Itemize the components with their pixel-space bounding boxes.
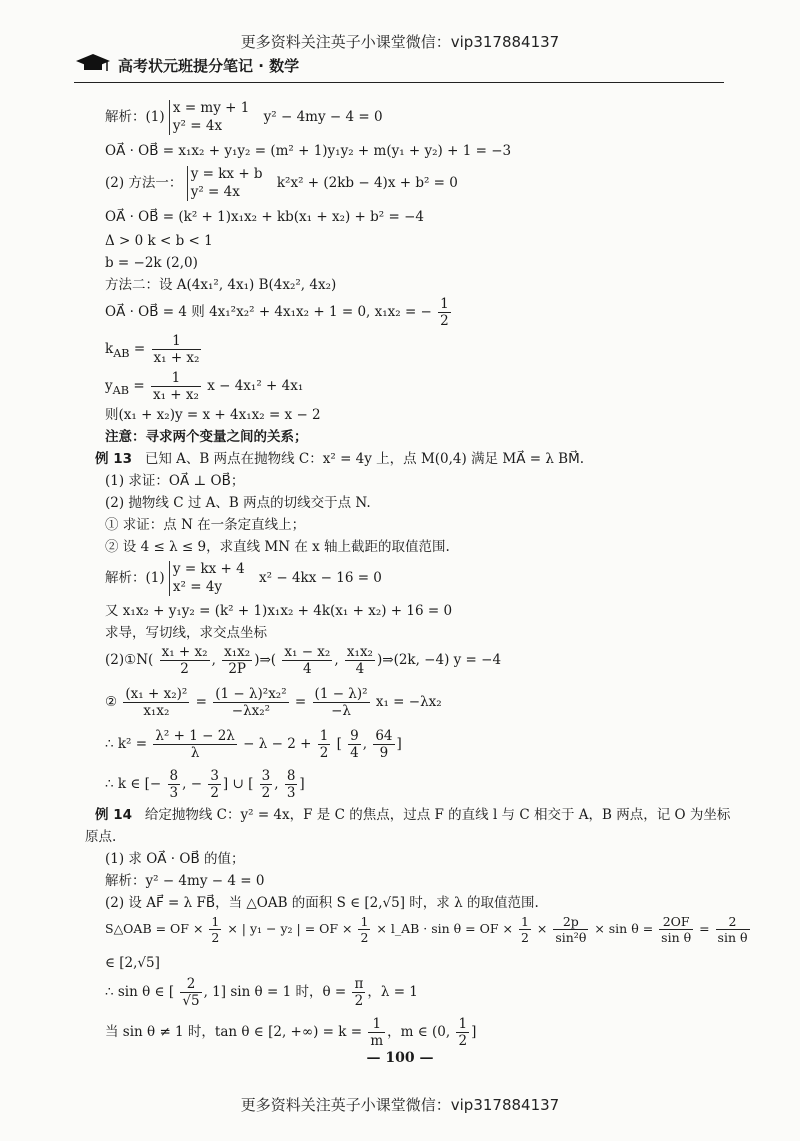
solution-14-line-1: 解析：y² − 4my − 4 = 0	[105, 873, 265, 889]
example-label: 例 14	[95, 807, 132, 823]
example-14-title-cont: 原点.	[85, 829, 117, 845]
solution-13-line-2: 又 x₁x₂ + y₁y₂ = (k² + 1)x₁x₂ + 4k(x₁ + x₂) + 16 = 0	[105, 603, 453, 619]
example-13-q2-1: ① 求证：点 N 在一条定直线上；	[105, 517, 306, 533]
example-13-q1: (1) 求证：OA⃗ ⊥ OB⃗；	[105, 473, 245, 489]
solution-13-line-6: ∴ k² = $\frac{\text{λ² + 1 − 2λ}}{\lambda}$ − λ − 2 + $\frac{1}{2}$ [ $\frac{9}{4}$ , $\frac{64}{9}$ ]	[105, 728, 402, 762]
solution-line-11: 则(x₁ + x₂)y = x + 4x₁x₂ = x − 2	[105, 407, 321, 423]
solution-line-5: Δ > 0 k < b < 1	[105, 233, 213, 249]
solution-line-7: 方法二：设 A(4x₁², 4x₁) B(4x₂², 4x₂)	[105, 277, 337, 293]
solution-14-line-4: ∴ sin θ ∈ [ $\frac{2}{√5}$ , 1] sin θ = 1 时，θ = $\frac{\pi}{2}$ ，λ = 1	[105, 976, 418, 1010]
example-13-q2: (2) 抛物线 C 过 A、B 两点的切线交于点 N.	[105, 495, 371, 511]
solution-line-6: b = −2k (2,0)	[105, 255, 198, 271]
header-title: 高考状元班提分笔记 · 数学	[118, 56, 300, 75]
solution-line-9: $k_{AB}$ = $\frac{1}{\text{x₁ + x₂}}$	[105, 333, 200, 367]
solution-line-3: (2) 方法一： y = kx + b y² = 4x k²x² + (2kb − 4)x + b² = 0	[105, 166, 458, 200]
equation-system: y = kx + 4 x² = 4y	[169, 561, 245, 596]
top-banner: 更多资料关注英子小课堂微信：vip317884137	[240, 33, 560, 51]
equation-system: y = kx + b y² = 4x	[187, 166, 263, 201]
graduation-cap-icon	[74, 52, 112, 78]
solution-14-line-2: S△OAB = OF × $\frac{1}{2}$ × | y₁ − y₂ | = OF × $\frac{1}{2}$ × l_AB · sin θ = OF × $\frac{1}{2}$ × $\frac{2p}{\text{sin²θ}}$ × sin θ = $\frac{2OF}{\text{sin θ}}$ = $\frac{2}{\text{sin θ}}$	[105, 914, 748, 945]
header-divider	[74, 82, 724, 83]
page-header	[74, 52, 724, 78]
solution-line-10: $y_{AB}$ = $\frac{1}{\text{x₁ + x₂}}$ x − 4x₁² + 4x₁	[105, 370, 304, 404]
example-13-q2-2: ② 设 4 ≤ λ ≤ 9，求直线 MN 在 x 轴上截距的取值范围.	[105, 539, 450, 555]
example-13-title: 例 13 已知 A、B 两点在抛物线 C：x² = 4y 上，点 M(0,4) 满足 MA⃗ = λ BM⃗.	[95, 451, 585, 467]
solution-line-8: OA⃗ · OB⃗ = 4 则 4x₁²x₂² + 4x₁x₂ + 1 = 0, x₁x₂ = − $\frac{1}{2}$	[105, 296, 449, 330]
note-line: 注意：寻求两个变量之间的关系；	[105, 429, 308, 445]
solution-line-2: OA⃗ · OB⃗ = x₁x₂ + y₁y₂ = (m² + 1)y₁y₂ + m(y₁ + y₂) + 1 = −3	[105, 143, 512, 159]
example-14-q1: (1) 求 OA⃗ · OB⃗ 的值；	[105, 851, 245, 867]
solution-14-line-5: 当 sin θ ≠ 1 时，tan θ ∈ [2, +∞) = k = $\frac{1}{m}$ ，m ∈ (0, $\frac{1}{2}$ ]	[105, 1016, 477, 1050]
solution-13-line-3: 求导，写切线，求交点坐标	[105, 625, 267, 641]
solution-13-line-4: (2)①N( $\frac{\text{x₁ + x₂}}{2}$ , $\frac{\text{x₁x₂}}{2P}$ )⇒( $\frac{\text{x₁ − x₂}}{4}$ , $\frac{\text{x₁x₂}}{4}$ )⇒(2k, −4) y = −4	[105, 644, 502, 678]
solution-13-line-1: 解析：(1) y = kx + 4 x² = 4y x² − 4kx − 16 = 0	[105, 561, 382, 595]
bottom-banner: 更多资料关注英子小课堂微信：vip317884137	[240, 1096, 560, 1114]
example-14-title: 例 14 给定抛物线 C：y² = 4x，F 是 C 的焦点，过点 F 的直线 l 与 C 相交于 A，B 两点，记 O 为坐标	[95, 807, 731, 823]
solution-13-line-7: ∴ k ∈ [− $\frac{8}{3}$ , − $\frac{3}{2}$ ] ∪ [ $\frac{3}{2}$ , $\frac{8}{3}$ ]	[105, 768, 305, 802]
page-number: — 100 —	[366, 1050, 434, 1066]
solution-14-line-3: ∈ [2,√5]	[105, 955, 160, 971]
solution-line-4: OA⃗ · OB⃗ = (k² + 1)x₁x₂ + kb(x₁ + x₂) + b² = −4	[105, 209, 424, 225]
equation-system: x = my + 1 y² = 4x	[169, 100, 249, 135]
example-14-q2: (2) 设 AF⃗ = λ FB⃗，当 △OAB 的面积 S ∈ [2,√5] 时，求 λ 的取值范围.	[105, 895, 539, 911]
solution-13-line-5: ② $\frac{\text{(x₁ + x₂)²}}{\text{x₁x₂}}$ = $\frac{\text{(1 − λ)²x₂²}}{\text{−λx₂²}}$ = $\frac{\text{(1 − λ)²}}{-\lambda}$ x₁ = −λx₂	[105, 686, 442, 720]
example-label: 例 13	[95, 451, 132, 467]
solution-line-1: 解析：(1) x = my + 1 y² = 4x y² − 4my − 4 = 0	[105, 100, 383, 134]
